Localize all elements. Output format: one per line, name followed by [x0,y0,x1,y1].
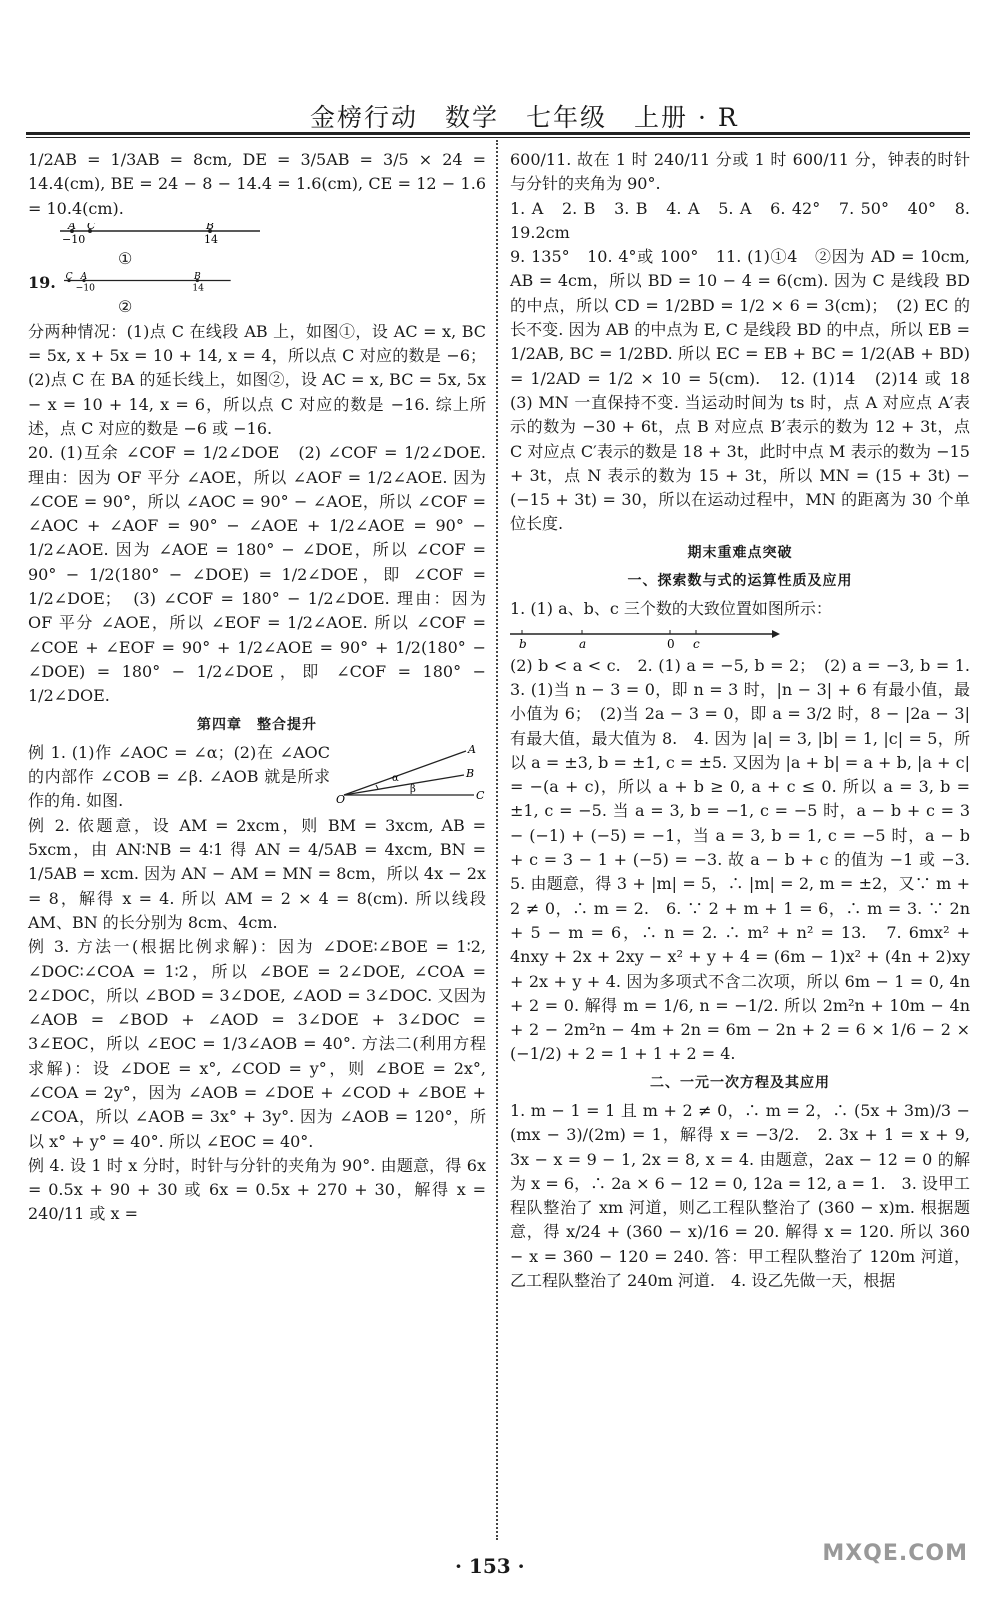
ray-OA [344,751,466,795]
figure-caption-2: ② [118,297,133,317]
point-label-O: O [336,792,346,803]
header-rule [26,132,970,135]
point-label-a: a [579,636,587,651]
number-line-2-svg [64,272,264,294]
section-title: 第四章 整合提升 [197,716,317,733]
question-number: 19. [28,273,56,293]
left-column [28,148,486,1227]
figure-caption-1: ① [118,248,133,268]
point-label-C: C [65,272,73,283]
tick-label: −10 [62,232,86,245]
question-19-row [28,271,486,295]
answer-text: 分两种情况：(1)点 C 在线段 AB 上，如图①，设 AC = x, BC = 5x, x + 5x = 10 + 14, x = 4，所以点 C 对应的数是 −6；(2)点 C 在 BA 的延长线上，如图②，设 AC = x, BC = 5x, 5x − x = 10 + 14, x = 6，所以点 C 对应的数是 −16. 综上所述，点 C 对应的数是 −6 或 −16. [28,321,486,438]
answer-text: 600/11. 故在 1 时 240/11 分或 1 时 600/11 分，钟表的时针与分针的夹角为 90°. [510,150,970,194]
watermark: MXQE.COM [822,1541,968,1566]
example-text: 例 4. 设 1 时 x 分时，时针与分针的夹角为 90°. 由题意，得 6x = 0.5x + 90 + 30 或 6x = 0.5x + 270 + 30，解得 x = 240/11 或 x = [28,1155,486,1224]
answer-text: 20. (1)互余 ∠COF = 1/2∠DOE (2) ∠COF = 1/2∠DOE. 理由：因为 OF 平分 ∠AOE，所以 ∠AOF = 1/2∠AOE. 因为 ∠COE = 90°，所以 ∠AOC = 90° − ∠AOE，所以 ∠COF = ∠AOC + ∠AOF = 90° − ∠AOE + 1/2∠AOE = 90° − 1/2∠AOE. 因为 ∠AOE = 180° − ∠DOE，所以 ∠COF = 90° − 1/2(180° − ∠DOE) = 1/2∠DOE，即 ∠COF = 1/2∠DOE； (3) ∠COF = 180° − 1/2∠DOE. 理由：因为 OF 平分 ∠AOE，所以 ∠EOF = 1/2∠AOE. 所以 ∠COF = ∠COE + ∠EOF = 90° + 1/2∠AOE = 90° + 1/2(180° − ∠DOE) = 180° − 1/2∠DOE，即 ∠COF = 180° − 1/2∠DOE. [28,443,486,706]
section-title: 期末重难点突破 [687,544,793,561]
answer-text: 9. 135° 10. 4°或 100° 11. (1)①4 ②因为 AD = 10cm, AB = 4cm，所以 BD = 10 − 4 = 6(cm). 因为 C 是线段 BD 的中点，所以 CD = 1/2BD = 1/2 × 6 = 3(cm)； (2) EC 的长不变. 因为 AB 的中点为 E, C 是线段 BD 的中点，所以 EB = 1/2AB, BC = 1/2BD. 所以 EC = EB + BC = 1/2(AB + BD) = 1/2AD = 1/2 × 10 = 5(cm). 12. (1)14 (2)14 或 18 (3) MN 一直保持不变. 当运动时间为 ts 时，点 A 对应点 A′表示的数为 −30 + 6t，点 B 对应点 B′表示的数为 12 + 3t，点 C 对应点 C′表示的数是 18 + 3t，此时中点 M 表示的数为 −15 + 3t，点 N 表示的数为 15 + 3t，所以 MN = (15 + 3t) − (−15 + 3t) = 30，所以在运动过程中，MN 的距离为 30 个单位长度. [510,247,987,534]
answer-text: 1. (1) a、b、c 三个数的大致位置如图所示： [510,599,832,619]
answer-text: (2) b < a < c. 2. (1) a = −5, b = 2； (2) a = −3, b = 1. 3. (1)当 n − 3 = 0，即 n = 3 时，|n − 3| + 6 有最小值，最小值为 6； (2)当 2a − 3 = 0，即 a = 3/2 时，8 − |2a − 3| 有最大值，最大值为 8. 4. 因为 |a| = 3, |b| = 1, |c| = 5，所以 a = ±3, b = ±1, c = ±5. 又因为 |a + b| = a + b, |a + c| = −(a + c)，所以 a + b ≥ 0, a + c ≤ 0. 所以 a = 3, b = ±1, c = −5. 当 a = 3, b = −1, c = −5 时，a − b + c = 3 − (−1) + (−5) = −1，当 a = 3, b = 1, c = −5 时，a − b + c = 3 − 1 + (−5) = −3. 故 a − b + c 的值为 −1 或 −3. 5. 由题意，得 3 + |m| = 5，∴ |m| = 2, m = ±2，又∵ m + 2 ≠ 0，∴ m = 2. 6. ∵ 2 + m + 1 = 6，∴ m = 3. ∵ 2n + 5 − m = 6，∴ n = 2. ∴ m² + n² = 13. 7. 6mx² + 4nxy + 2x + 2xy − x² + y + 4 = (6m − 1)x² + (4n + 2)xy + 2x + y + 4. 因为多项式不含二次项，所以 6m − 1 = 0, 4n + 2 = 0. 解得 m = 1/6, n = −1/2. 所以 2m²n + 10m − 4n + 2 − 2m²n − 4m + 2n = 6m − 2n + 2 = 6 × 1/6 − 2 × (−1/2) + 2 = 1 + 1 + 2 = 4. [510,655,987,1064]
header-rule-thin [26,137,970,138]
example-text: 例 1. (1)作 ∠AOC = ∠α；(2)在 ∠AOC 的内部作 ∠COB = ∠β. ∠AOB 就是所求作的角. 如图. [28,742,330,811]
point-label-c: c [693,636,700,651]
subsection-title: 一、探索数与式的运算性质及应用 [627,573,853,590]
point-label-C: C [476,788,485,802]
example-text: 例 3. 方法一(根据比例求解)：因为 ∠DOE∶∠BOE = 1∶2, ∠DOC∶∠COA = 1∶2，所以 ∠BOE = 2∠DOE, ∠COA = 2∠DOC，所以 ∠BOD = 3∠DOE, ∠AOD = 3∠DOC. 又因为 ∠AOB = ∠BOD + ∠AOD = 3∠DOE + 3∠DOC = 3∠EOC，所以 ∠EOC = 1/3∠AOB = 40°. 方法二(利用方程求解)：设 ∠DOE = x°, ∠COD = y°，则 ∠BOE = 2x°, ∠COA = 2y°，因为 ∠AOB = ∠DOE + ∠COD + ∠BOE + ∠COA，所以 ∠AOB = 3x° + 3y°. 因为 ∠AOB = 120°，所以 x° + y° = 40°. 所以 ∠EOC = 40°. [28,937,486,1151]
answer-text: 1. m − 1 = 1 且 m + 2 ≠ 0，∴ m = 2，∴ (5x + 3m)/3 − (mx − 3)/(2m) = 1，解得 x = −3/2. 2. 3x + 1 = x + 9, 3x − x = 9 − 1, 2x = 8, x = 4. 由题意，2ax − 12 = 0 的解为 x = 6，∴ 2a × 6 − 12 = 0, 12a = 12, a = 1. 3. 设甲工程队整治了 xm 河道，则乙工程队整治了 (360 − x)m. 根据题意，得 x/24 + (360 − x)/16 = 20. 解得 x = 120. 所以 360 − x = 360 − 120 = 240. 答：甲工程队整治了 120m 河道，乙工程队整治了 240m 河道. 4. 设乙先做一天，根据 [510,1100,970,1291]
right-column [510,148,987,1293]
point-label-B: B [466,766,475,780]
arrow-head [772,630,780,638]
point-label-C: C [87,222,96,232]
tick-label: 14 [192,282,204,294]
angle-label-beta: β [410,783,416,795]
tick-label: 14 [204,232,218,245]
number-line-1-svg [60,223,300,245]
example-text: 例 2. 依题意，设 AM = 2xcm，则 BM = 3xcm, AB = 5xcm，由 AN∶NB = 4∶1 得 AN = 4/5AB = 4xcm, BN = 1/5AB = xcm. 因为 AN − AM = MN = 8cm，所以 4x − 2x = 8，解得 x = 4. 所以 AM = 2 × 4 = 8(cm). 所以线段 AM、BN 的长分别为 8cm、4cm. [28,815,486,932]
point-label-A: A [80,272,88,283]
page-number: · 153 · [455,1554,525,1578]
point-label-A: A [468,742,476,756]
point-label-zero: 0 [667,636,675,651]
angle-arc [376,785,378,789]
answer-text: 1. A 2. B 3. B 4. A 5. A 6. 42° 7. 50° 40° 8. 19.2cm [510,198,970,242]
answer-text: 1/2AB = 1/3AB = 8cm, DE = 3/5AB = 3/5 × 24 = 14.4(cm), BE = 24 − 8 − 14.4 = 1.6(cm), CE = 12 − 1.6 = 10.4(cm). [28,150,486,218]
point-label-b: b [519,636,527,651]
subsection-title: 二、一元一次方程及其应用 [650,1074,830,1091]
point-label-B: B [206,222,215,232]
page-header: 金榜行动 数学 七年级 上册 · R [310,103,739,132]
point-label-B: B [193,272,201,283]
number-line-3-svg [510,624,780,652]
number-line-figure-3 [510,624,780,652]
number-line-figure-1 [60,223,300,245]
ray-OB [344,772,464,795]
point-label-A: A [68,222,76,232]
angle-figure [336,743,486,803]
tick-label: −10 [75,282,95,294]
column-divider [496,140,498,1540]
angle-label-alpha: α [392,772,399,784]
